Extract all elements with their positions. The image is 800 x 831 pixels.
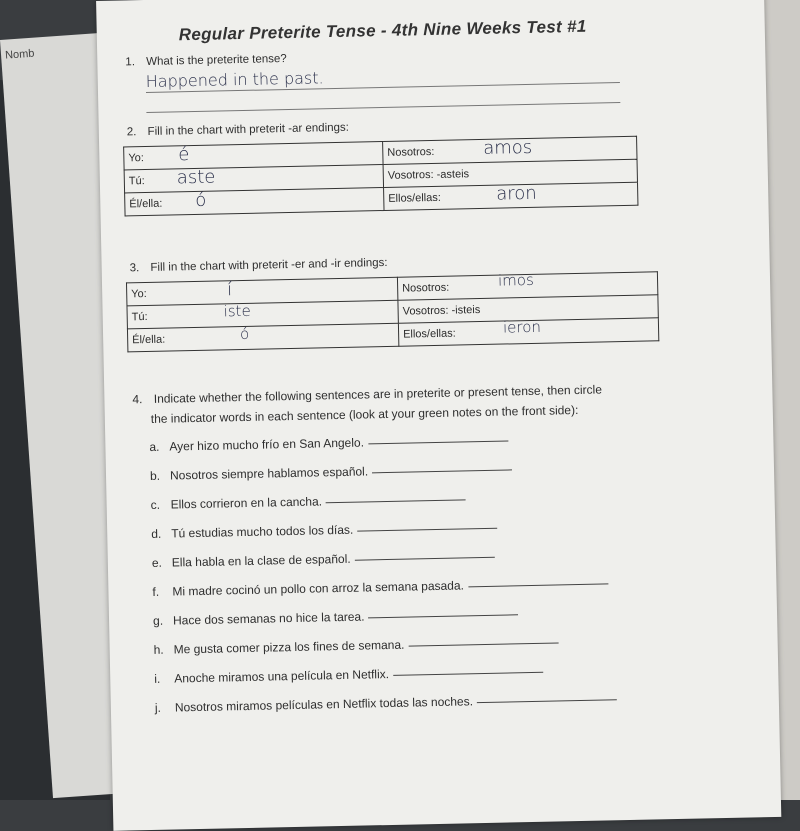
q4-prompt-line-2: the indicator words in each sentence (look at your green notes on the front side): <box>150 402 579 426</box>
q2-el-cell: Él/ella: ó <box>125 188 384 216</box>
q1-prompt: 1. What is the preterite tense? <box>125 53 287 69</box>
q3-el-cell: Él/ella: ó <box>127 323 398 352</box>
page-title: Regular Preterite Tense - 4th Nine Weeks Test #1 <box>178 16 587 45</box>
answer-blank[interactable] <box>355 556 495 561</box>
list-item: g. Hace dos semanas no hice la tarea. <box>153 606 519 628</box>
list-item: d. Tú estudias mucho todos los días. <box>151 520 497 541</box>
left-sheet-text: Nomb <box>4 47 35 62</box>
answer-blank[interactable] <box>357 527 497 532</box>
q2-vosotros-cell: Vosotros: -asteis <box>383 159 637 187</box>
list-item: a. Ayer hizo mucho frío en San Angelo. <box>149 432 508 454</box>
list-item: e. Ella habla en la clase de español. <box>152 549 495 570</box>
list-item: i. Anoche miramos una película en Netflix. <box>154 664 543 686</box>
q1-answer: Happened in the past. <box>145 68 324 91</box>
q2-tu-cell: Tú: aste <box>124 165 383 193</box>
q3-tu-cell: Tú: iste <box>127 300 398 329</box>
answer-blank[interactable] <box>372 468 512 473</box>
q3-yo-cell: Yo: í <box>126 277 397 306</box>
list-item: b. Nosotros siempre hablamos español. <box>150 461 512 483</box>
answer-blank[interactable] <box>408 641 558 646</box>
list-item: f. Mi madre cocinó un pollo con arroz la semana pasada. <box>152 575 608 599</box>
answer-blank[interactable] <box>468 582 608 587</box>
q2-ellos-cell: Ellos/ellas: aron <box>384 182 638 210</box>
q2-nosotros-cell: Nosotros: amos <box>383 136 637 164</box>
q3-nosotros-cell: Nosotros: imos <box>397 272 657 300</box>
q2-prompt: 2. Fill in the chart with preterit -ar endings: <box>126 121 350 139</box>
answer-blank[interactable] <box>477 698 617 703</box>
q3-prompt: 3. Fill in the chart with preterit -er and -ir endings: <box>129 256 388 275</box>
q3-chart <box>126 271 659 352</box>
answer-blank[interactable] <box>393 671 543 676</box>
answer-blank[interactable] <box>368 439 508 444</box>
list-item: c. Ellos corrieron en la cancha. <box>150 491 466 512</box>
answer-blank[interactable] <box>326 498 466 503</box>
answer-blank[interactable] <box>368 613 518 618</box>
q3-vosotros-cell: Vosotros: -isteis <box>398 295 658 323</box>
q2-chart <box>123 136 638 217</box>
q3-ellos-cell: Ellos/ellas: ieron <box>398 318 658 346</box>
list-item: h. Me gusta comer pizza los fines de semana. <box>154 634 559 656</box>
list-item: j. Nosotros miramos películas en Netflix todas las noches. <box>155 691 617 715</box>
q4-prompt-line-1: 4. Indicate whether the following sentences are in preterite or present tense, then circle <box>132 382 603 407</box>
worksheet-page <box>96 0 781 831</box>
q2-yo-cell: Yo: é <box>124 142 383 170</box>
q1-answer-line-2 <box>146 102 620 113</box>
